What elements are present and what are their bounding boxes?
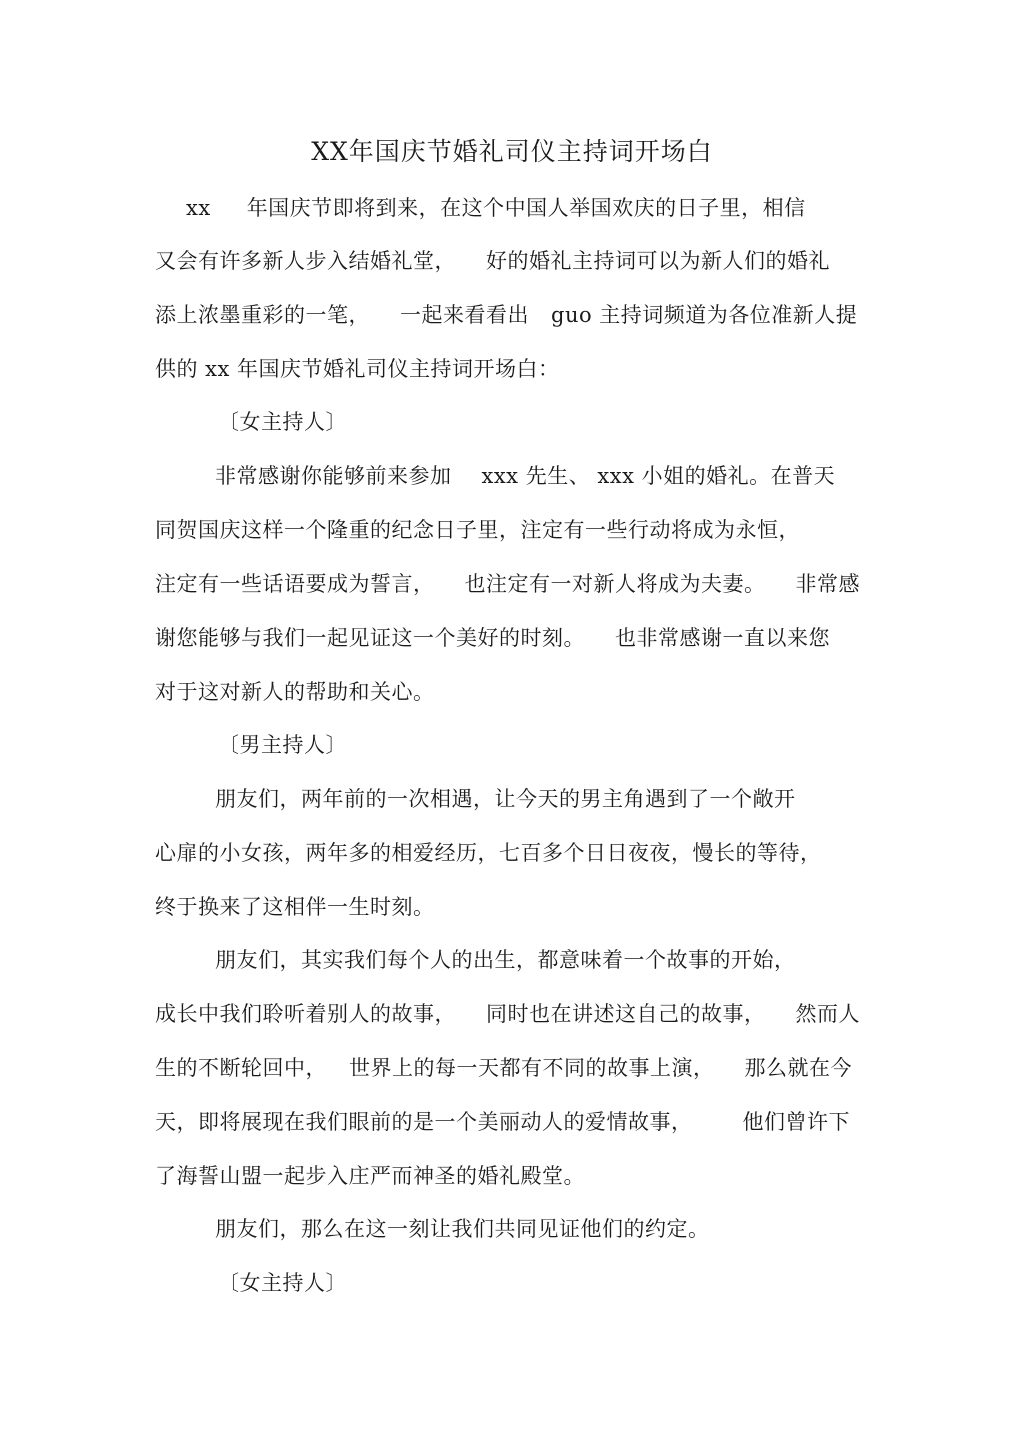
p3-line-3-b: 世界上的每一天都有不同的故事上演， (349, 1056, 715, 1080)
p1-line-1 (215, 460, 835, 492)
p3-line-3-a: 生的不断轮回中， (155, 1056, 327, 1080)
p2-line-2: 心扉的小女孩，两年多的相爱经历，七百多个日日夜夜，慢长的等待， (155, 841, 822, 865)
p3-line-2 (155, 998, 860, 1030)
p3-line-3 (155, 1052, 852, 1084)
p1-line-5: 对于这对新人的帮助和关心。 (155, 680, 435, 704)
p3-line-5: 了海誓山盟一起步入庄严而神圣的婚礼殿堂。 (155, 1164, 585, 1188)
p3-line-4-b: 他们曾许下 (742, 1110, 850, 1134)
p1-line-3-b: 也注定有一对新人将成为夫妻。 (464, 572, 766, 596)
role-female-1: 〔女主持人〕 (218, 410, 347, 434)
intro-line-3-c: guo 主持词频道为各位准新人提 (551, 303, 858, 327)
p3-line-2-b: 同时也在讲述这自己的故事， (486, 1002, 766, 1026)
p3-line-2-c: 然而人 (795, 1002, 860, 1026)
intro-line-3-b: 一起来看看出 (400, 303, 529, 327)
p1-line-3-c: 非常感 (795, 572, 860, 596)
document-title: XX年国庆节婚礼司仪主持词开场白 (311, 137, 713, 166)
role-female-2: 〔女主持人〕 (218, 1271, 347, 1295)
intro-line-4: 供的 xx 年国庆节婚礼司仪主持词开场白： (155, 357, 560, 381)
p3-line-4 (155, 1106, 850, 1138)
intro-line-3 (155, 299, 857, 331)
p1-line-3-a: 注定有一些话语要成为誓言， (155, 572, 435, 596)
intro-line-2-b: 好的婚礼主持词可以为新人们的婚礼 (486, 249, 830, 273)
p1-line-4-a: 谢您能够与我们一起见证这一个美好的时刻。 (155, 626, 585, 650)
p2-line-1: 朋友们，两年前的一次相遇，让今天的男主角遇到了一个敞开 (215, 787, 796, 811)
p3-line-4-a: 天，即将展现在我们眼前的是一个美丽动人的爱情故事， (155, 1110, 693, 1134)
p3-line-2-a: 成长中我们聆听着别人的故事， (155, 1002, 456, 1026)
p1-line-2: 同贺国庆这样一个隆重的纪念日子里，注定有一些行动将成为永恒， (155, 518, 800, 542)
p4-line-1: 朋友们，那么在这一刻让我们共同见证他们的约定。 (215, 1217, 710, 1241)
p1-line-3 (155, 568, 860, 600)
p1-line-1-a: 非常感谢你能够前来参加 (215, 464, 452, 488)
intro-line-3-a: 添上浓墨重彩的一笔， (155, 303, 370, 327)
intro-line-1-b: 年国庆节即将到来，在这个中国人举国欢庆的日子里，相信 (246, 196, 806, 220)
intro-line-1 (186, 192, 806, 224)
p3-line-1: 朋友们，其实我们每个人的出生，都意味着一个故事的开始， (215, 948, 796, 972)
p3-line-3-c: 那么就在今 (744, 1056, 852, 1080)
intro-line-2-a: 又会有许多新人步入结婚礼堂， (155, 249, 456, 273)
role-male: 〔男主持人〕 (218, 733, 347, 757)
p1-line-4-b: 也非常感谢一直以来您 (615, 626, 830, 650)
p1-line-4 (155, 622, 830, 654)
intro-line-2 (155, 245, 830, 277)
p2-line-3: 终于换来了这相伴一生时刻。 (155, 895, 435, 919)
intro-line-1-a: xx (186, 196, 211, 220)
p1-line-1-b: xxx 先生、 xxx 小姐的婚礼。在普天 (481, 464, 836, 488)
